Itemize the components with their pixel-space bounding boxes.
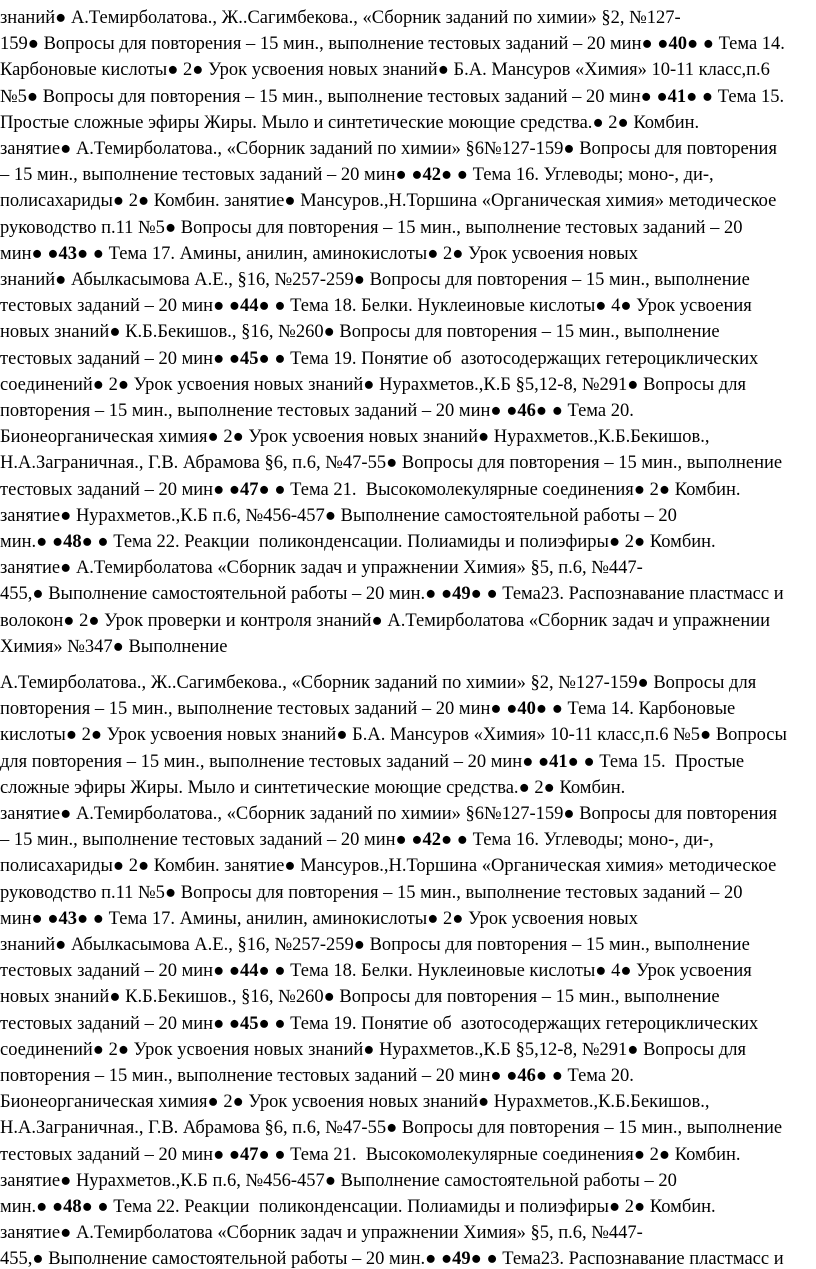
text-line (0, 529, 716, 555)
text-segment: Урок усвоения новых знаний (203, 60, 438, 81)
text-line (0, 1011, 758, 1037)
text-segment: Урок усвоения новых (463, 908, 638, 929)
text-segment: Комбин. (645, 1197, 716, 1217)
text-segment: А.Темирболатова «Сборник задач и упражнении (382, 610, 771, 631)
bullet-marker: ● (353, 935, 365, 955)
text-segment: знаний (0, 8, 56, 28)
text-segment: знаний (0, 270, 56, 290)
bullet-marker: ● (109, 322, 121, 343)
text-line (0, 5, 681, 31)
text-segment: Тема 15. Простые (594, 751, 745, 772)
text-segment: Вопросы для (638, 1039, 746, 1060)
text-segment: 4 (606, 296, 621, 317)
text-segment: мин. (0, 1197, 37, 1217)
text-segment: Тема 17. Амины, анилин, аминокислоты (103, 243, 428, 264)
text-line (0, 634, 228, 660)
bullet-marker: ● ●47● ● (213, 479, 286, 500)
text-segment: 2 (645, 479, 659, 500)
bullet-marker: ● (112, 856, 125, 877)
text-segment: Комбин. (554, 777, 626, 798)
text-segment: Урок усвоения новых знаний (243, 1092, 478, 1113)
bullet-marker: ● (658, 479, 671, 500)
text-segment: 2 (218, 1092, 233, 1113)
text-line (0, 880, 743, 906)
text-segment: Вопросы для повторения – 15 мин., выполнение (364, 270, 750, 290)
bullet-marker: ● ●42● ● (395, 165, 468, 186)
bullet-marker: ● (167, 60, 179, 81)
bullet-marker: ● (620, 961, 632, 982)
bullet-marker: ● ●41● ● (522, 751, 595, 772)
text-segment: Нурахметов.,К.Б.Бекишов., (489, 427, 710, 448)
bullet-marker: ● (608, 532, 621, 552)
text-segment: Б.А. Мансуров «Химия» 10-11 класс,п.6 №5 (347, 725, 701, 746)
bullet-marker: ● (363, 374, 375, 395)
bullet-marker: ● (117, 1039, 130, 1060)
text-line (0, 1142, 741, 1168)
text-line (0, 293, 752, 319)
bullet-marker: ● ●43● ● (31, 243, 104, 264)
text-segment: Тема 15. (713, 86, 785, 107)
bullet-marker: ● (363, 1039, 375, 1060)
text-segment: Тема 16. Углеводы; моно-, ди-, (467, 165, 714, 186)
text-segment: Химия» №347 (0, 636, 113, 657)
text-line (0, 57, 770, 83)
bullet-marker: ● (90, 725, 103, 746)
bullet-marker: ● (477, 1092, 490, 1113)
text-segment: Н.А.Заграничная., Г.В. Абрамова §6, п.6, №47-55 (0, 1118, 387, 1139)
bullet-marker: ● (92, 374, 104, 395)
bullet-marker: ● (137, 191, 150, 212)
text-segment: Нурахметов.,К.Б §5,12-8, №291 (374, 1039, 628, 1060)
bullet-marker: ● (60, 558, 72, 579)
text-segment: Тема23. Распознавание пластмасс и (497, 584, 784, 605)
text-line (0, 1168, 677, 1194)
bullet-marker: ● (563, 139, 575, 159)
text-segment: Мансуров.,Н.Торшина «Органическая химия» методическое (295, 856, 777, 877)
text-segment: тестовых заданий – 20 мин (0, 961, 214, 982)
bullet-marker: ● (60, 505, 72, 526)
bullet-marker: ● (386, 453, 398, 474)
text-segment: Карбоновые кислоты (0, 60, 168, 81)
bullet-marker: ● (323, 322, 335, 343)
bullet-marker: ● (32, 584, 44, 605)
text-segment: соединений (0, 374, 93, 395)
text-segment: Бионеорганическая химия (0, 1092, 208, 1113)
text-line (0, 670, 756, 696)
bullet-marker: ● (55, 270, 67, 290)
bullet-marker: ● (427, 243, 439, 264)
text-segment: 2 (77, 725, 91, 746)
text-line (0, 932, 750, 958)
text-segment: Выполнение самостоятельной работы – 20 мин. (43, 1249, 426, 1269)
bullet-marker: ● (55, 935, 67, 955)
text-line (0, 450, 782, 476)
text-segment: Вопросы для (648, 673, 757, 693)
text-segment: 2 (178, 60, 193, 81)
text-segment: тестовых заданий – 20 мин (0, 1144, 214, 1165)
text-segment: руководство п.11 №5 (0, 882, 165, 903)
text-line (0, 1063, 634, 1089)
text-segment: Тема 21. Высокомолекулярные соединения (285, 1144, 634, 1165)
text-segment: 2 (218, 427, 233, 448)
bullet-marker: ● ●43● ● (31, 908, 104, 929)
text-segment: Выполнение (123, 636, 228, 657)
text-segment: Комбин. занятие (149, 856, 285, 877)
text-segment: Тема 14. (713, 34, 785, 55)
text-segment: – 15 мин., выполнение тестовых заданий – 20 мин (0, 165, 396, 186)
text-segment: Вопросы для повторения – 15 мин., выполнение тестовых заданий – 20 (176, 217, 743, 238)
bullet-marker: ● (164, 217, 177, 238)
bullet-marker: ● (232, 1092, 244, 1113)
bullet-marker: ● ●44● ● (213, 961, 286, 982)
text-segment: Урок усвоения (631, 961, 752, 982)
text-segment: Вопросы для повторения – 15 мин., выполнение тестовых заданий – 20 мин (38, 86, 641, 107)
text-segment: Комбин. занятие (149, 191, 285, 212)
bullet-marker: ● (608, 1197, 621, 1217)
text-line (0, 162, 714, 188)
text-segment: мин (0, 243, 32, 264)
bullet-marker: ● (284, 856, 296, 877)
bullet-marker: ● ●45● ● (213, 348, 286, 369)
text-segment: новых знаний (0, 322, 110, 343)
text-segment: Простые сложные эфиры Жиры. Мыло и синтетические моющие средства. (0, 112, 593, 133)
bullet-marker: ● (634, 532, 646, 552)
text-segment: занятие (0, 505, 61, 526)
bullet-marker: ● (386, 1118, 398, 1139)
bullet-marker: ● (595, 296, 607, 317)
text-line (0, 477, 741, 503)
text-line (0, 1089, 710, 1115)
bullet-marker: ● (26, 86, 39, 107)
text-segment: Тема 20. (562, 401, 634, 421)
text-segment: повторения – 15 мин., выполнение тестовых заданий – 20 мин (0, 699, 491, 720)
bullet-marker: ● ●49● ● (425, 584, 498, 605)
text-segment: А.Темирболатова «Сборник задач и упражнении Химия» §5, п.6, №447- (71, 1223, 643, 1244)
text-segment: 159 (0, 34, 28, 55)
text-segment: Вопросы (711, 725, 787, 746)
bullet-marker: ● (324, 1170, 336, 1191)
text-line (0, 31, 785, 57)
bullet-marker: ● (164, 882, 177, 903)
bullet-marker: ● (63, 610, 75, 631)
text-segment: 455, (0, 584, 33, 605)
text-segment: 2 (103, 374, 118, 395)
text-segment: Комбин. (645, 532, 716, 552)
text-line (0, 984, 720, 1010)
text-segment: тестовых заданий – 20 мин (0, 348, 214, 369)
bullet-marker: ● ●45● ● (213, 1013, 286, 1034)
text-segment: Урок усвоения новых знаний (243, 427, 478, 448)
text-segment: Урок проверки и контроля знаний (99, 610, 372, 631)
text-segment: 4 (606, 961, 621, 982)
text-line (0, 827, 714, 853)
text-segment: знаний (0, 935, 56, 955)
text-segment: Нурахметов.,К.Б п.6, №456-457 (71, 505, 325, 526)
text-segment: Тема 22. Реакции поликонденсации. Полиамиды и полиэфиры (108, 1197, 609, 1217)
text-segment: Бионеорганическая химия (0, 427, 208, 448)
text-segment: 2 (529, 777, 544, 798)
text-segment: Выполнение самостоятельной работы – 20 (336, 505, 677, 526)
text-line (0, 722, 787, 748)
bullet-marker: ● (452, 908, 464, 929)
text-segment: Тема 20. (562, 1066, 634, 1086)
text-segment: 455, (0, 1249, 33, 1269)
bullet-marker: ● (207, 1092, 219, 1113)
text-line (0, 1220, 643, 1246)
bullet-marker: ● (137, 856, 150, 877)
text-segment: занятие (0, 804, 61, 824)
bullet-marker: ● (543, 777, 555, 798)
text-segment: Нурахметов.,К.Б.Бекишов., (489, 1092, 710, 1113)
text-segment: 2 (124, 191, 138, 212)
bullet-marker: ● (637, 673, 649, 693)
bullet-marker: ● (437, 60, 449, 81)
text-segment: Мансуров.,Н.Торшина «Органическая химия» методическое (295, 191, 777, 212)
text-line (0, 424, 710, 450)
bullet-marker: ● (452, 243, 464, 264)
bullet-marker: ● ●40● ● (490, 699, 563, 720)
bullet-marker: ● (192, 60, 204, 81)
text-segment: Комбин. (670, 1144, 741, 1165)
text-segment: Выполнение самостоятельной работы – 20 (336, 1170, 677, 1191)
text-segment: волокон (0, 610, 64, 631)
text-segment: 2 (124, 856, 138, 877)
bullet-marker: ● ●48● ● (36, 1197, 109, 1217)
text-segment: Вопросы для повторения – 15 мин., выполнение тестовых заданий – 20 (176, 882, 743, 903)
bullet-marker: ● ●42● ● (395, 830, 468, 851)
bullet-marker: ● ●40● ● (641, 34, 714, 55)
text-line (0, 215, 743, 241)
text-segment: Урок усвоения новых знаний (129, 374, 364, 395)
bullet-marker: ● (353, 270, 365, 290)
bullet-marker: ● (112, 636, 124, 657)
text-line (0, 1194, 716, 1220)
bullet-marker: ● (109, 987, 121, 1008)
text-line (0, 372, 746, 398)
bullet-marker: ● (60, 804, 72, 824)
text-line (0, 319, 720, 345)
text-line (0, 398, 634, 424)
bullet-marker: ● (633, 479, 645, 500)
text-line (0, 1246, 784, 1269)
text-segment: Тема 18. Белки. Нуклеиновые кислоты (285, 961, 596, 982)
bullet-marker: ● (32, 1249, 44, 1269)
text-segment: Тема 17. Амины, анилин, аминокислоты (103, 908, 428, 929)
text-line (0, 906, 638, 932)
text-segment: полисахариды (0, 856, 113, 877)
bullet-marker: ● (336, 725, 348, 746)
bullet-marker: ● (617, 112, 629, 133)
text-segment: Вопросы для повторения (574, 139, 777, 159)
text-line (0, 346, 758, 372)
text-segment: руководство п.11 №5 (0, 217, 165, 238)
text-segment: Тема 16. Углеводы; моно-, ди-, (467, 830, 714, 851)
text-line (0, 136, 777, 162)
text-segment: 2 (620, 532, 634, 552)
text-line (0, 1115, 782, 1141)
text-segment: тестовых заданий – 20 мин (0, 1013, 214, 1034)
bullet-marker: ● ●44● ● (213, 296, 286, 317)
text-segment: Вопросы для (638, 374, 746, 395)
text-segment: А.Темирболатова., «Сборник заданий по химии» §6№127-159 (71, 804, 564, 824)
bullet-marker: ● (627, 374, 639, 395)
text-segment: 2 (438, 908, 453, 929)
text-line (0, 749, 744, 775)
text-segment: Вопросы для повторения – 15 мин., выполнение тестовых заданий – 20 мин (38, 34, 642, 55)
text-segment: повторения – 15 мин., выполнение тестовых заданий – 20 мин (0, 401, 491, 421)
text-segment: Урок усвоения новых знаний (102, 725, 337, 746)
text-line (0, 853, 776, 879)
text-segment: 2 (103, 1039, 118, 1060)
text-segment: Вопросы для повторения – 15 мин., выполнение (334, 322, 720, 343)
bullet-marker: ● (634, 1197, 646, 1217)
text-segment: №5 (0, 86, 27, 107)
text-line (0, 775, 625, 801)
text-segment: Вопросы для повторения – 15 мин., выполнение (334, 987, 720, 1008)
text-segment: Комбин. (628, 112, 700, 133)
bullet-marker: ● (477, 427, 490, 448)
bullet-marker: ● (592, 112, 604, 133)
text-segment: Комбин. (670, 479, 741, 500)
bullet-marker: ● (60, 1170, 72, 1191)
text-segment: Тема 21. Высокомолекулярные соединения (285, 479, 634, 500)
text-segment: А.Темирболатова., «Сборник заданий по химии» §6№127-159 (71, 139, 564, 159)
bullet-marker: ● (207, 427, 219, 448)
bullet-marker: ● ●49● ● (425, 1249, 498, 1269)
text-line (0, 110, 699, 136)
bullet-marker: ● (518, 777, 530, 798)
text-line (0, 581, 784, 607)
text-line (0, 608, 770, 634)
text-line (0, 1037, 746, 1063)
bullet-marker: ● (27, 34, 39, 55)
bullet-marker: ● (427, 908, 439, 929)
bullet-marker: ● ●48● ● (36, 532, 109, 552)
text-segment: – 15 мин., выполнение тестовых заданий – 20 мин (0, 830, 396, 851)
text-segment: повторения – 15 мин., выполнение тестовых заданий – 20 мин (0, 1066, 491, 1086)
bullet-marker: ● (371, 610, 383, 631)
bullet-marker: ● (112, 191, 125, 212)
text-segment: Абылкасымова А.Е., §16, №257-259 (66, 935, 354, 955)
bullet-marker: ● ●46● ● (490, 401, 563, 421)
bullet-marker: ● (324, 505, 336, 526)
text-segment: Тема 19. Понятие об азотосодержащих гетероциклических (285, 1013, 759, 1034)
bullet-marker: ● (92, 1039, 104, 1060)
bullet-marker: ● (65, 725, 78, 746)
text-segment: соединений (0, 1039, 93, 1060)
text-segment: 2 (74, 610, 89, 631)
text-line (0, 503, 677, 529)
text-line (0, 958, 752, 984)
text-segment: сложные эфиры Жиры. Мыло и синтетические моющие средства. (0, 777, 519, 798)
text-segment: Тема 18. Белки. Нуклеиновые кислоты (285, 296, 596, 317)
text-segment: К.Б.Бекишов., §16, №260 (120, 987, 324, 1008)
bullet-marker: ● (117, 374, 130, 395)
text-segment: тестовых заданий – 20 мин (0, 296, 214, 317)
bullet-marker: ● (633, 1144, 645, 1165)
text-line (0, 84, 784, 110)
text-segment: Н.А.Заграничная., Г.В. Абрамова §6, п.6, №47-55 (0, 453, 387, 474)
bullet-marker: ● (595, 961, 607, 982)
text-segment: Вопросы для повторения (574, 804, 777, 824)
text-segment: занятие (0, 1223, 61, 1244)
text-line (0, 696, 735, 722)
text-segment: Тема 14. Карбоновые (562, 699, 736, 720)
text-segment: Урок усвоения (631, 296, 752, 317)
text-segment: Тема 19. Понятие об азотосодержащих гетероциклических (285, 348, 759, 369)
text-segment: А.Темирболатова., Ж..Сагимбекова., «Сборник заданий по химии» §2, №127-159 (0, 673, 638, 693)
bullet-marker: ● (232, 427, 244, 448)
bullet-marker: ● (55, 8, 67, 28)
text-segment: мин. (0, 532, 37, 552)
text-line (0, 241, 638, 267)
text-segment: 2 (620, 1197, 634, 1217)
text-line (0, 801, 777, 827)
text-segment: Выполнение самостоятельной работы – 20 мин. (43, 584, 426, 605)
text-segment: Вопросы для повторения – 15 мин., выполнение (397, 453, 783, 474)
text-segment: Урок усвоения новых знаний (129, 1039, 364, 1060)
bullet-marker: ● (658, 1144, 671, 1165)
bullet-marker: ● (700, 725, 712, 746)
text-line (0, 555, 643, 581)
bullet-marker: ● ●41● ● (640, 86, 714, 107)
text-segment: для повторения – 15 мин., выполнение тестовых заданий – 20 мин (0, 751, 523, 772)
text-segment: Вопросы для повторения – 15 мин., выполнение (397, 1118, 783, 1139)
bullet-marker: ● (323, 987, 335, 1008)
text-segment: Тема23. Распознавание пластмасс и (497, 1249, 784, 1269)
text-segment: новых знаний (0, 987, 110, 1008)
text-line (0, 188, 776, 214)
bullet-marker: ● (60, 139, 72, 159)
text-segment: 2 (438, 243, 453, 264)
text-segment: занятие (0, 558, 61, 579)
text-segment: кислоты (0, 725, 66, 746)
text-segment: Нурахметов.,К.Б п.6, №456-457 (71, 1170, 325, 1191)
bullet-marker: ● (88, 610, 100, 631)
text-segment: Урок усвоения новых (463, 243, 638, 264)
text-line (0, 267, 750, 293)
bullet-marker: ● (60, 1223, 72, 1244)
bullet-marker: ● (563, 804, 575, 824)
text-segment: К.Б.Бекишов., §16, №260 (120, 322, 324, 343)
text-segment: Абылкасымова А.Е., §16, №257-259 (66, 270, 354, 290)
bullet-marker: ● (627, 1039, 639, 1060)
bullet-marker: ● (284, 191, 296, 212)
bullet-marker: ● ●46● ● (490, 1066, 563, 1086)
text-segment: 2 (645, 1144, 659, 1165)
text-segment: Нурахметов.,К.Б §5,12-8, №291 (374, 374, 628, 395)
text-segment: мин (0, 908, 32, 929)
text-segment: Тема 22. Реакции поликонденсации. Полиамиды и полиэфиры (108, 532, 609, 552)
bullet-marker: ● ●47● ● (213, 1144, 286, 1165)
text-segment: полисахариды (0, 191, 113, 212)
text-segment: А.Темирболатова., Ж..Сагимбекова., «Сборник заданий по химии» §2, №127- (66, 8, 681, 28)
text-segment: тестовых заданий – 20 мин (0, 479, 214, 500)
bullet-marker: ● (620, 296, 632, 317)
text-segment: Б.А. Мансуров «Химия» 10-11 класс,п.6 (448, 60, 770, 81)
text-segment: занятие (0, 1170, 61, 1191)
text-segment: занятие (0, 139, 61, 159)
text-segment: 2 (603, 112, 618, 133)
text-segment: Вопросы для повторения – 15 мин., выполнение (364, 935, 750, 955)
text-segment: А.Темирболатова «Сборник задач и упражнении Химия» §5, п.6, №447- (71, 558, 643, 579)
